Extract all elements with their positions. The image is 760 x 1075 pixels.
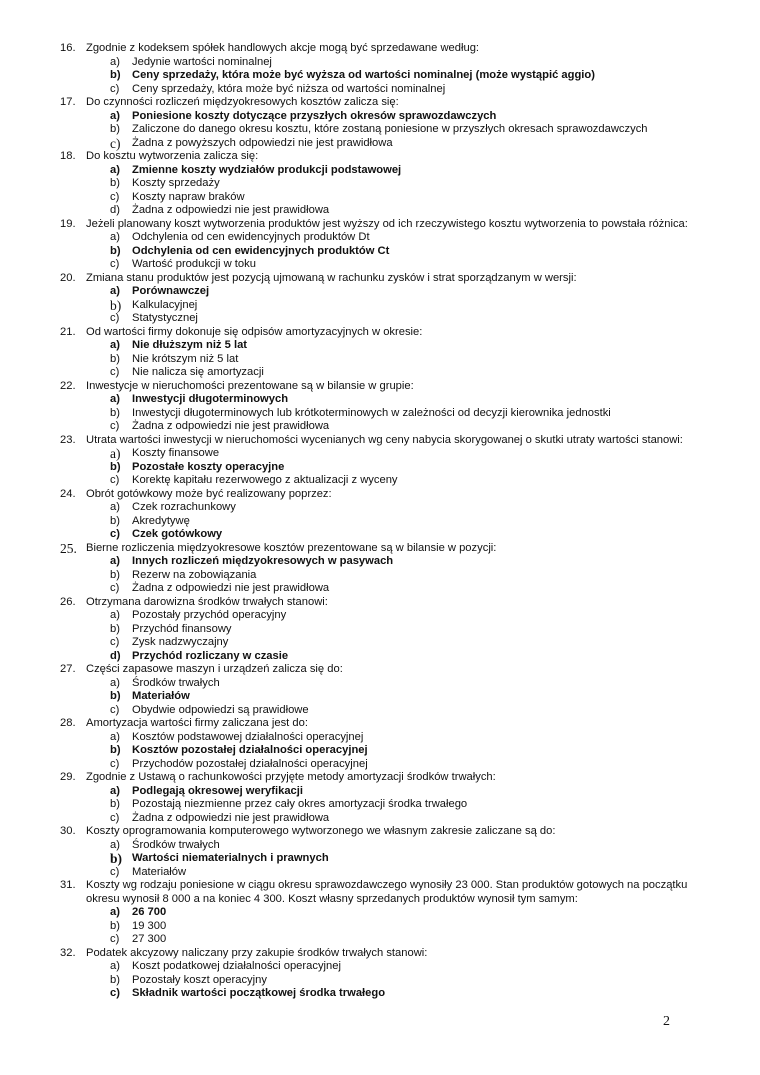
question: [60, 663, 720, 677]
answer-text: Żadna z odpowiedzi nie jest prawidłowa: [132, 204, 330, 216]
question-number: 27.: [60, 663, 76, 675]
answer-text: Innych rozliczeń międzyokresowych w pasywach: [132, 555, 394, 567]
question-number: 28.: [60, 717, 76, 729]
answer-option-correct: [60, 393, 720, 407]
answer-text: Koszty sprzedaży: [132, 177, 220, 189]
answer-text: Inwestycji długoterminowych lub krótkoterminowych w zależności od decyzji kierownika jednostki: [132, 406, 611, 419]
question-text: Podatek akcyzowy naliczany przy zakupie środków trwałych stanowi:: [86, 946, 428, 959]
answer-option-correct: [60, 785, 720, 799]
answer-letter: b): [110, 514, 120, 527]
answer-option-correct: [60, 69, 720, 83]
answer-option: [60, 83, 720, 97]
answer-option: [60, 569, 720, 583]
answer-letter: a): [110, 109, 120, 122]
answer-letter: c): [110, 528, 120, 540]
answer-text: Korektę kapitału rezerwowego z aktualizacji z wyceny: [132, 474, 398, 486]
answer-letter: a): [110, 446, 121, 461]
question: [60, 326, 720, 340]
answer-text: Czek rozrachunkowy: [132, 501, 236, 513]
answer-text: Przychód rozliczany w czasie: [132, 649, 289, 662]
question: [60, 488, 720, 502]
answer-letter: b): [110, 297, 122, 313]
answer-letter: d): [110, 649, 121, 662]
answer-text: Żadna z odpowiedzi nie jest prawidłowa: [132, 420, 330, 432]
question: [60, 717, 720, 731]
answer-letter: a): [110, 609, 120, 621]
answer-option: [60, 515, 720, 529]
answer-letter: c): [110, 933, 120, 945]
answer-option: [60, 353, 720, 367]
question-number: 30.: [60, 825, 76, 837]
answer-text: Przychodów pozostałej działalności operacyjnej: [132, 757, 368, 770]
question-text: Do czynności rozliczeń międzyokresowych kosztów zalicza się:: [86, 96, 399, 108]
answer-option: [60, 137, 720, 151]
answer-text: Zysk nadzwyczajny: [132, 636, 229, 648]
question-number: 20.: [60, 271, 76, 284]
answer-letter: b): [110, 973, 120, 986]
question-number: 21.: [60, 325, 76, 338]
answer-letter: b): [110, 744, 121, 756]
question-number: 25.: [60, 540, 77, 556]
question: [60, 42, 720, 56]
answer-text: Wartość produkcji w toku: [132, 258, 256, 270]
answer-option: [60, 623, 720, 637]
question-number: 17.: [60, 96, 76, 108]
answer-letter: c): [110, 636, 120, 648]
question: [60, 879, 720, 906]
answer-text: Nie krótszym niż 5 lat: [132, 352, 239, 365]
answer-option: [60, 812, 720, 826]
answer-text: Wartości niematerialnych i prawnych: [132, 852, 329, 864]
answer-text: Inwestycji długoterminowych: [132, 393, 289, 405]
answer-text: Jedynie wartości nominalnej: [132, 55, 272, 68]
answer-option: [60, 974, 720, 988]
question: [60, 434, 720, 448]
answer-option: [60, 231, 720, 245]
answer-option: [60, 866, 720, 880]
answer-option: [60, 407, 720, 421]
answer-option: [60, 258, 720, 272]
answer-text: Koszty napraw braków: [132, 190, 245, 203]
answer-text: Żadna z odpowiedzi nie jest prawidłowa: [132, 811, 330, 824]
answer-letter: a): [110, 285, 120, 297]
answer-text: Rezerw na zobowiązania: [132, 568, 257, 581]
answer-letter: b): [110, 177, 120, 189]
answer-text: Ceny sprzedaży, która może być wyższa od wartości nominalnej (może wystąpić aggio): [132, 69, 595, 81]
question-number: 22.: [60, 379, 76, 392]
answer-option-correct: [60, 285, 720, 299]
answer-letter: b): [110, 406, 120, 419]
answer-text: Żadna z odpowiedzi nie jest prawidłowa: [132, 582, 330, 594]
answer-option-correct: [60, 461, 720, 475]
answer-option: [60, 582, 720, 596]
question: [60, 596, 720, 610]
answer-text: Środków trwałych: [132, 676, 220, 689]
answer-letter: c): [110, 82, 120, 95]
answer-letter: b): [110, 460, 121, 473]
answer-text: Obydwie odpowiedzi są prawidłowe: [132, 703, 309, 716]
answer-text: Materiałów: [132, 865, 187, 878]
question-text: Obrót gotówkowy może być realizowany poprzez:: [86, 487, 332, 500]
question-text: Jeżeli planowany koszt wytworzenia produktów jest wyższy od ich rzeczywistego kosztu wytworzenia to powstała różnica:: [86, 217, 688, 230]
answer-option: [60, 960, 720, 974]
question: [60, 218, 720, 232]
answer-text: Materiałów: [132, 690, 190, 702]
answer-option-correct: [60, 339, 720, 353]
answer-text: 26 700: [132, 906, 167, 918]
page-number: 2: [663, 1014, 670, 1029]
question-text: Koszty oprogramowania komputerowego wytworzonego we własnym zakresie zaliczane są do:: [86, 825, 556, 837]
answer-letter: a): [110, 960, 120, 972]
question: [60, 150, 720, 164]
answer-option: [60, 366, 720, 380]
question-number: 16.: [60, 42, 76, 54]
answer-text: Czek gotówkowy: [132, 528, 223, 540]
answer-letter: c): [110, 420, 120, 432]
answer-text: Zaliczone do danego okresu kosztu, które zostaną poniesione w przyszłych okresach sprawozdawczych: [132, 123, 648, 135]
answer-letter: c): [110, 366, 120, 378]
answer-letter: c): [110, 757, 120, 770]
answer-letter: a): [110, 393, 120, 405]
answer-text: Ceny sprzedaży, która może być niższa od wartości nominalnej: [132, 82, 446, 95]
answer-option: [60, 677, 720, 691]
answer-letter: a): [110, 838, 120, 851]
answer-option-correct: [60, 852, 720, 866]
question-text: Zgodnie z kodeksem spółek handlowych akcje mogą być sprzedawane według:: [86, 42, 480, 54]
answer-text: Nie nalicza się amortyzacji: [132, 366, 264, 378]
answer-letter: a): [110, 730, 120, 743]
answer-text: Kosztów pozostałej działalności operacyjnej: [132, 744, 368, 756]
answer-option: [60, 609, 720, 623]
answer-letter: b): [110, 352, 120, 365]
answer-text: Składnik wartości początkowej środka trwałego: [132, 987, 386, 999]
question-text: Inwestycje w nieruchomości prezentowane są w bilansie w grupie:: [86, 379, 414, 392]
answer-letter: b): [110, 622, 120, 635]
question-number: 32.: [60, 946, 76, 959]
question: [60, 380, 720, 394]
answer-letter: a): [110, 163, 120, 176]
question-number: 23.: [60, 433, 76, 446]
answer-option-correct: [60, 164, 720, 178]
answer-letter: a): [110, 231, 120, 243]
answer-text: Żadna z powyższych odpowiedzi nie jest prawidłowa: [132, 136, 393, 149]
answer-letter: a): [110, 339, 120, 351]
question-number: 29.: [60, 771, 76, 783]
answer-option-correct: [60, 744, 720, 758]
question-text: Części zapasowe maszyn i urządzeń zalicza się do:: [86, 663, 343, 675]
answer-text: Odchylenia od cen ewidencyjnych produktów Dt: [132, 231, 370, 243]
answer-letter: b): [110, 690, 121, 702]
answer-option: [60, 312, 720, 326]
answer-option: [60, 56, 720, 70]
answer-option-correct: [60, 650, 720, 664]
answer-text: Pozostają niezmienne przez cały okres amortyzacji środka trwałego: [132, 798, 468, 810]
answer-letter: d): [110, 204, 120, 216]
answer-text: Pozostały koszt operacyjny: [132, 973, 267, 986]
answer-option-correct: [60, 528, 720, 542]
answer-letter: c): [110, 811, 120, 824]
question-number: 19.: [60, 217, 76, 230]
answer-letter: b): [110, 244, 121, 257]
question-text: Otrzymana darowizna środków trwałych stanowi:: [86, 595, 328, 608]
question-text: Do kosztu wytworzenia zalicza się:: [86, 150, 259, 162]
answer-text: Odchylenia od cen ewidencyjnych produktów Ct: [132, 244, 390, 257]
answer-letter: b): [110, 919, 120, 932]
answer-option: [60, 299, 720, 313]
answer-option: [60, 933, 720, 947]
answer-option: [60, 420, 720, 434]
answer-text: Kalkulacyjnej: [132, 298, 198, 311]
question-text: Utrata wartości inwestycji w nieruchomości wycenianych wg ceny nabycia skorygowanej o skutki utraty wartości stanowi:: [86, 433, 683, 446]
question-text: Bierne rozliczenia międzyokresowe kosztów prezentowane są w bilansie w pozycji:: [86, 541, 497, 554]
answer-option: [60, 839, 720, 853]
answer-letter: a): [110, 55, 120, 68]
answer-text: Kosztów podstawowej działalności operacyjnej: [132, 730, 364, 743]
answer-option: [60, 920, 720, 934]
question-number: 24.: [60, 487, 76, 500]
answer-option: [60, 704, 720, 718]
question-text: Zmiana stanu produktów jest pozycją ujmowaną w rachunku zysków i strat sporządzanym w wersji:: [86, 271, 577, 284]
question: [60, 272, 720, 286]
answer-text: 19 300: [132, 919, 167, 932]
question: [60, 771, 720, 785]
answer-letter: a): [110, 555, 120, 567]
answer-letter: a): [110, 676, 120, 689]
answer-letter: c): [110, 312, 120, 324]
answer-text: Porównawczej: [132, 285, 210, 297]
question-list: [60, 42, 720, 1001]
answer-text: Pozostały przychód operacyjny: [132, 609, 287, 621]
answer-letter: b): [110, 568, 120, 581]
answer-option: [60, 204, 720, 218]
answer-option-correct: [60, 245, 720, 259]
answer-option-correct: [60, 690, 720, 704]
answer-letter: c): [110, 258, 120, 270]
answer-letter: b): [110, 798, 120, 810]
question-number: 31.: [60, 879, 76, 891]
answer-option: [60, 447, 720, 461]
answer-text: Zmienne koszty wydziałów produkcji podstawowej: [132, 163, 402, 176]
answer-option: [60, 798, 720, 812]
answer-option-correct: [60, 110, 720, 124]
answer-letter: c): [110, 190, 120, 203]
answer-text: Statystycznej: [132, 312, 198, 324]
answer-letter: b): [110, 851, 123, 866]
answer-letter: c): [110, 987, 120, 999]
answer-text: Nie dłuższym niż 5 lat: [132, 339, 248, 351]
answer-letter: c): [110, 582, 120, 594]
question-number: 18.: [60, 150, 76, 162]
answer-letter: b): [110, 69, 121, 81]
answer-option: [60, 123, 720, 137]
answer-letter: a): [110, 784, 120, 797]
answer-letter: c): [110, 703, 120, 716]
answer-letter: c): [110, 135, 121, 151]
answer-text: Podlegają okresowej weryfikacji: [132, 784, 303, 797]
answer-text: Pozostałe koszty operacyjne: [132, 460, 285, 473]
answer-letter: a): [110, 906, 120, 918]
question: [60, 542, 720, 556]
answer-letter: b): [110, 123, 120, 135]
answer-text: Akredytywę: [132, 514, 190, 527]
answer-option: [60, 731, 720, 745]
answer-option: [60, 177, 720, 191]
answer-option: [60, 191, 720, 205]
answer-text: Środków trwałych: [132, 838, 220, 851]
answer-option-correct: [60, 906, 720, 920]
answer-text: Koszty finansowe: [132, 447, 220, 459]
question-text: Amortyzacja wartości firmy zaliczana jest do:: [86, 717, 308, 729]
question: [60, 947, 720, 961]
answer-option: [60, 474, 720, 488]
answer-text: 27 300: [132, 933, 167, 945]
question-number: 26.: [60, 595, 76, 608]
answer-option: [60, 636, 720, 650]
answer-letter: c): [110, 865, 120, 878]
answer-option: [60, 501, 720, 515]
question-text: Koszty wg rodzaju poniesione w ciągu okresu sprawozdawczego wynosiły 23 000. Stan produktów gotowych na początku okresu wynosił 8 000 a na koniec 4 300. Koszt własny sprzedanych produktów wynosił tym samym:: [86, 879, 688, 905]
answer-option: [60, 758, 720, 772]
question-text: Od wartości firmy dokonuje się odpisów amortyzacyjnych w okresie:: [86, 325, 423, 338]
answer-text: Koszt podatkowej działalności operacyjnej: [132, 960, 341, 972]
answer-letter: a): [110, 501, 120, 513]
question-text: Zgodnie z Ustawą o rachunkowości przyjęte metody amortyzacji środków trwałych:: [86, 771, 496, 783]
answer-option-correct: [60, 987, 720, 1001]
answer-option-correct: [60, 555, 720, 569]
answer-text: Przychód finansowy: [132, 622, 232, 635]
question: [60, 96, 720, 110]
answer-text: Poniesione koszty dotyczące przyszłych okresów sprawozdawczych: [132, 109, 497, 122]
question: [60, 825, 720, 839]
answer-letter: c): [110, 474, 120, 486]
